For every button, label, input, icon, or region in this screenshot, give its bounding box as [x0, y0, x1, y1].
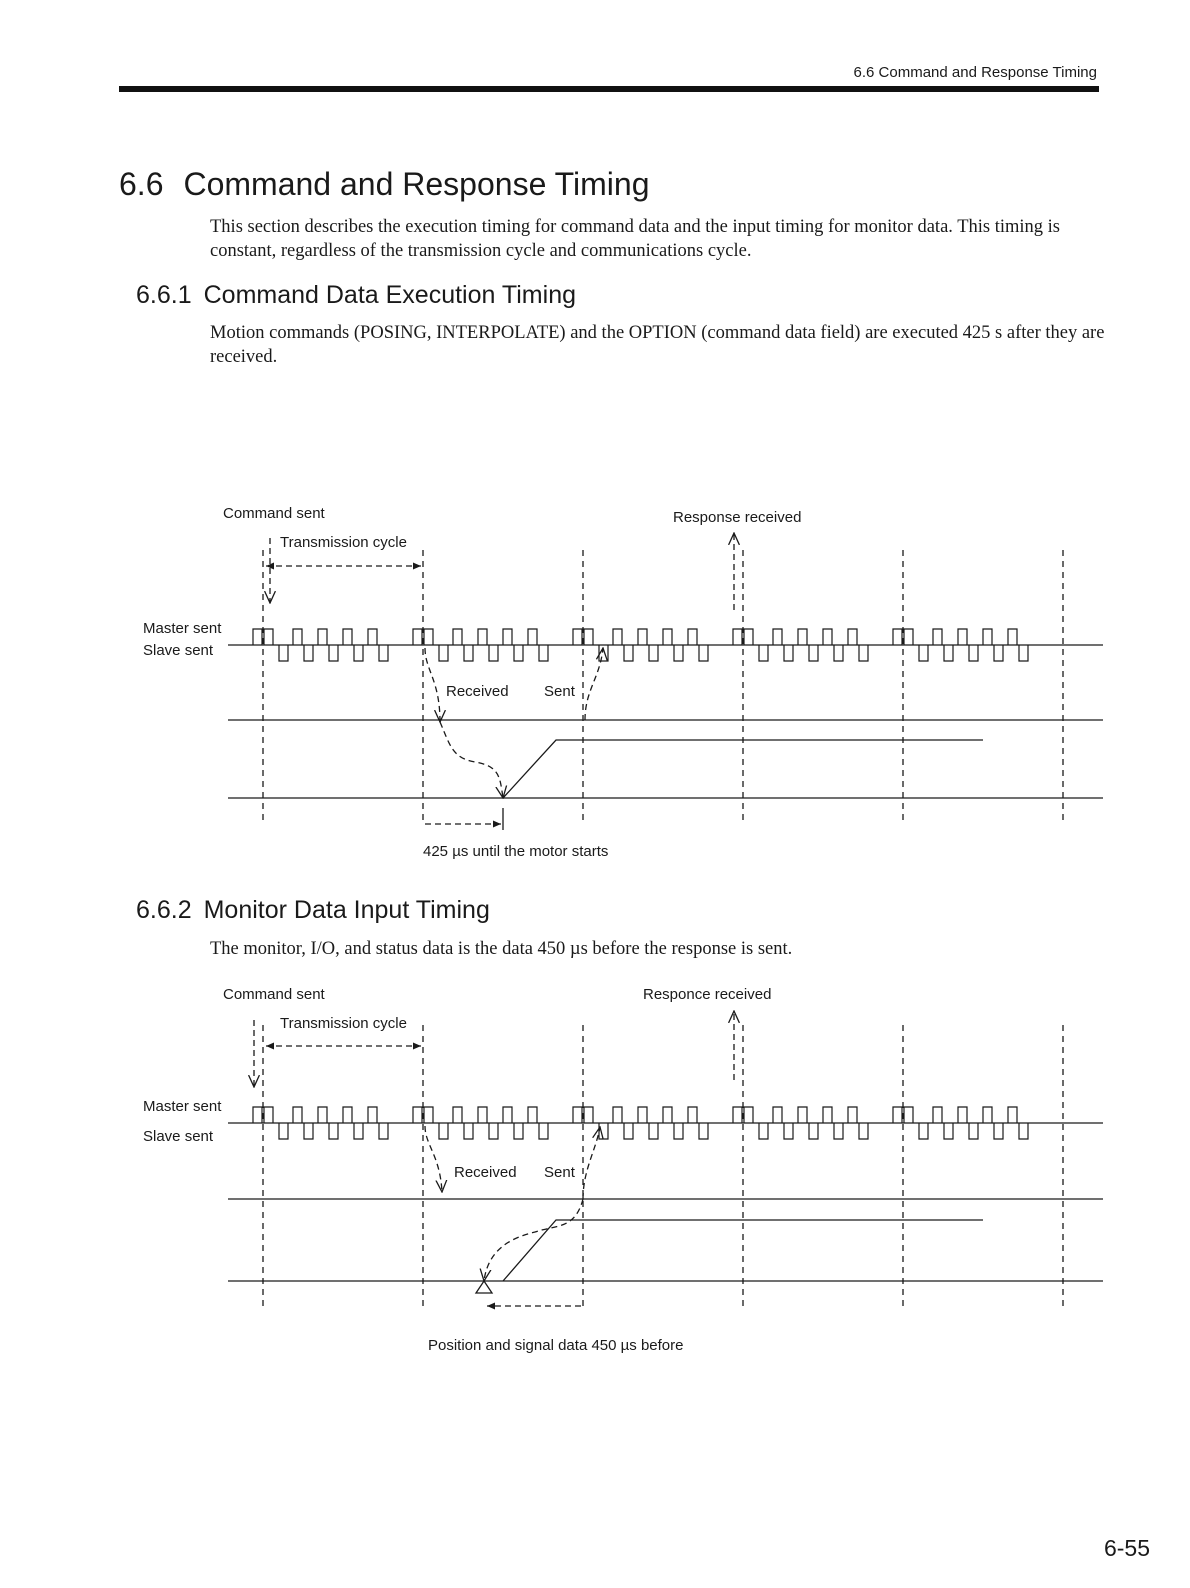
sent-arrow	[585, 648, 603, 720]
subsection-2-text: The monitor, I/O, and status data is the data 450 µs before the response is sent.	[210, 939, 793, 959]
received-arrow	[425, 648, 440, 722]
command-sent-label: Command sent	[223, 505, 325, 522]
cycle-boundaries	[263, 550, 1063, 825]
response-received-label: Responce received	[643, 986, 772, 1003]
execution-path-arrow	[440, 722, 503, 798]
command-timing-diagram	[0, 500, 1190, 880]
monitor-timing-diagram	[0, 980, 1190, 1360]
slave-frames	[279, 1123, 1028, 1139]
transmission-cycle-label: Transmission cycle	[280, 534, 407, 551]
master-sent-label: Master sent	[143, 620, 222, 637]
response-received-label: Response received	[673, 509, 802, 526]
page-number: 6-55	[1103, 1535, 1150, 1561]
sent-label: Sent	[544, 683, 575, 700]
running-header: 6.6 Command and Response Timing	[853, 64, 1097, 81]
subsection-1-number: 6.6.1	[136, 281, 192, 309]
command-sent-label: Command sent	[223, 986, 325, 1003]
data-sample-path	[484, 1199, 583, 1281]
master-sent-label: Master sent	[143, 1098, 222, 1115]
section-intro: This section describes the execution timing for command data and the input timing for monitor data. This timing is constant, regardless of the transmission cycle and communications cycle.	[210, 217, 1060, 261]
subsection-1-title	[136, 281, 576, 310]
transmission-cycle-label: Transmission cycle	[280, 1015, 407, 1032]
slave-sent-label: Slave sent	[143, 642, 214, 659]
master-frames	[253, 1107, 1017, 1123]
header-rule	[119, 86, 1099, 92]
subsection-1-title-text: Command Data Execution Timing	[203, 281, 576, 309]
sent-arrow	[583, 1127, 600, 1199]
subsection-2-title-text: Monitor Data Input Timing	[203, 896, 490, 924]
received-label: Received	[454, 1164, 517, 1181]
sample-point-marker	[476, 1281, 492, 1293]
section-number: 6.6	[119, 166, 164, 202]
subsection-2-number: 6.6.2	[136, 896, 192, 924]
section-title-text: Command and Response Timing	[183, 166, 650, 202]
slave-sent-label: Slave sent	[143, 1128, 214, 1145]
subsection-1-text: Motion commands (POSING, INTERPOLATE) and the OPTION (command data field) are executed 425 s after they are received.	[210, 323, 1105, 367]
received-label: Received	[446, 683, 509, 700]
diagram-caption: Position and signal data 450 µs before	[428, 1337, 684, 1354]
sent-label: Sent	[544, 1164, 575, 1181]
slave-frames	[279, 645, 1028, 661]
diagram-caption: 425 µs until the motor starts	[423, 843, 609, 860]
section-title	[119, 166, 650, 203]
subsection-2-title	[136, 896, 490, 925]
cycle-boundaries	[263, 1025, 1063, 1310]
master-frames	[253, 629, 1017, 645]
